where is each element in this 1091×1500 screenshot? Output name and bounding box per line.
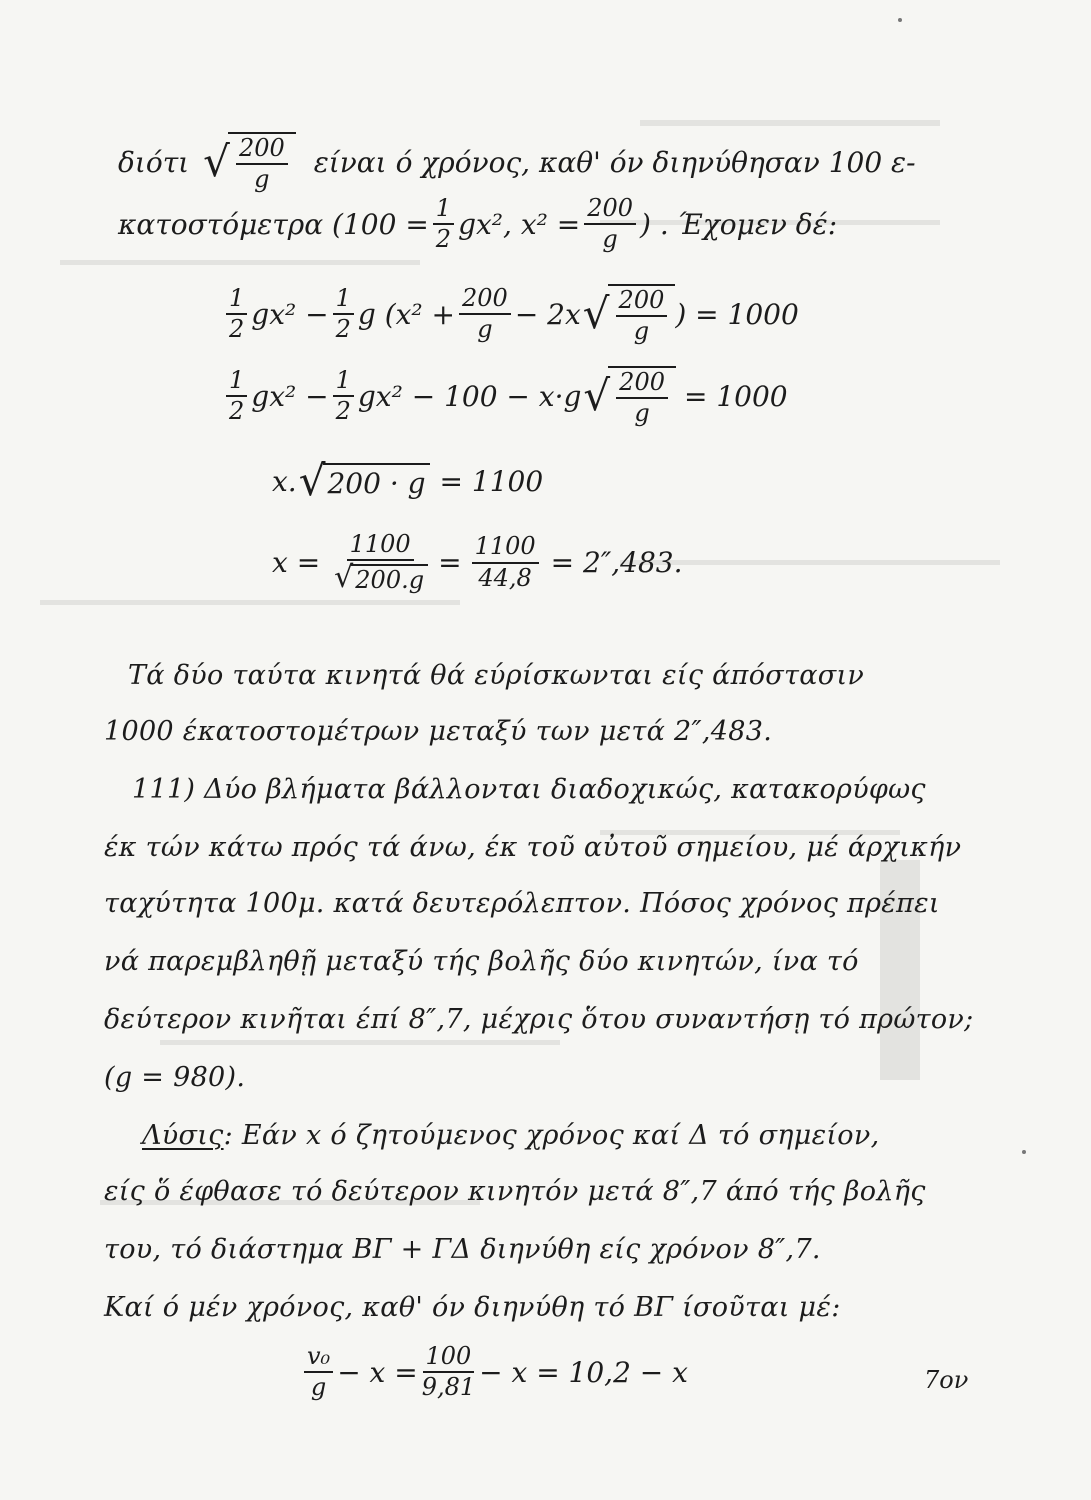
text-line-p6: νά παρεμβληθῇ μεταξύ τής βολῆς δύο κινητών, ίνα τό (104, 946, 859, 977)
eq2-sqrt: √ $\frac{200}{g}$ (583, 366, 676, 426)
frac-num: 200 (236, 136, 288, 165)
eq1-term-c: − 2x (514, 297, 581, 331)
frac-num: 200 (584, 196, 636, 225)
frac-den: 2 (335, 397, 351, 426)
frac-den: 2 (229, 315, 245, 344)
eq1-term-a: gx² − (251, 297, 329, 331)
frac-num: v₀ (304, 1344, 333, 1373)
text-line-p12: Καί ό μέν χρόνος, καθ' όν διηνύθη τό ΒΓ ίσοῦται μέ: (104, 1292, 841, 1323)
text-line-p5: ταχύτητα 100μ. κατά δευτερόλεπτον. Πόσος χρόνος πρέπει (104, 888, 940, 919)
eq3-term-a: x. (272, 464, 297, 498)
eq3-sqrt: √ 200 · g (299, 460, 430, 502)
text-line-p8: (g = 980). (104, 1062, 246, 1093)
text-line-2 (118, 196, 837, 252)
text-line-p3: 111) Δύο βλήματα βάλλονται διαδοχικώς, κατακορύφως (132, 774, 926, 805)
eq1-term-b: g (x² + (357, 297, 455, 331)
speck (898, 18, 902, 22)
eq4-radicand: 200.g (351, 564, 428, 593)
eq4-term-a: x = (272, 546, 321, 580)
text-line-p11: του, τό διάστημα ΒΓ + ΓΔ διηνύθη είς χρόνον 8″,7. (104, 1234, 821, 1265)
frac-num: 1 (433, 196, 454, 225)
eq2-term-b: gx² − 100 − x·g (357, 379, 582, 413)
frac-den: 44,8 (478, 563, 532, 592)
text-line-p4: έκ τών κάτω πρός τά άνω, έκ τοῦ αὐτοῦ σημείου, μέ άρχικήν (104, 832, 962, 863)
frac-num: 1 (226, 286, 247, 315)
eq2-term-c: = 1000 (683, 379, 788, 413)
line1-rest: είναι ό χρόνος, καθ' όν διηνύθησαν 100 ε- (313, 145, 916, 179)
frac-num: 200 (616, 288, 668, 317)
text-line-p2: 1000 έκατοστομέτρων μεταξύ των μετά 2″,483. (104, 716, 773, 747)
frac-den: 9,81 (421, 1373, 476, 1402)
eq1-term-d: ) = 1000 (675, 297, 799, 331)
frac-den: g (602, 225, 618, 254)
frac-num: 100 (423, 1344, 475, 1373)
eq4-term-b: = (438, 546, 462, 580)
speck (1022, 1150, 1026, 1154)
frac-num: 200 (459, 286, 511, 315)
equation-1 (222, 284, 799, 344)
frac-num: 1100 (347, 532, 414, 561)
eq4-term-c: = 2″,483. (550, 546, 683, 580)
solution-label: Λύσις (142, 1120, 224, 1151)
text-line-1 (118, 132, 916, 192)
line2-mid: gx², x² = (458, 207, 581, 241)
eq3-term-b: = 1100 (439, 464, 544, 498)
frac-den: 2 (335, 315, 351, 344)
text-line-p1: Τά δύο ταύτα κινητά θά εύρίσκωνται είς άπόστασιν (128, 660, 865, 691)
eq1-sqrt: √ $\frac{200}{g}$ (583, 284, 676, 344)
eq2-term-a: gx² − (251, 379, 329, 413)
frac-num: 1 (226, 368, 247, 397)
frac-num: 200 (616, 370, 668, 399)
equation-5 (300, 1344, 688, 1400)
frac-den-sqrt: √ 200.g (332, 561, 428, 593)
eq5-term-b: − x = 10,2 − x (479, 1355, 688, 1389)
text-line-p10: είς ὅ έφθασε τό δεύτερον κινητόν μετά 8″,7 άπό τής βολῆς (104, 1176, 926, 1207)
text-line-p9 (142, 1120, 879, 1151)
equation-2 (222, 366, 788, 426)
text-line-p7: δεύτερον κινῆται έπί 8″,7, μέχρις ὅτου συναντήσῃ τό πρώτον; (104, 1004, 974, 1035)
equation-4 (272, 530, 683, 596)
frac-den: g (310, 1373, 327, 1402)
frac-num: 1100 (472, 534, 539, 563)
frac-den: g (254, 165, 270, 194)
equation-3 (272, 456, 544, 505)
frac-den: 2 (435, 225, 452, 254)
sqrt-200-over-g: √ $\frac{200}{g}$ (203, 132, 296, 192)
eq3-radicand: 200 · g (327, 466, 426, 500)
frac-den: g (634, 399, 650, 428)
frac-num: 1 (333, 368, 354, 397)
frac-den: 2 (229, 397, 245, 426)
line2-end: ) . Έχομεν δέ: (640, 207, 838, 241)
line1-start: διότι (118, 145, 190, 179)
frac-num: 1 (333, 286, 354, 315)
eq5-term-a: − x = (337, 1355, 418, 1389)
page-number: 7ον (924, 1366, 969, 1394)
frac-den: g (477, 315, 493, 344)
line2-start: κατοστόμετρα (100 = (118, 207, 429, 241)
frac-den: g (633, 317, 650, 346)
solution-text: : Εάν x ό ζητούμενος χρόνος καί Δ τό σημείον, (223, 1120, 880, 1151)
